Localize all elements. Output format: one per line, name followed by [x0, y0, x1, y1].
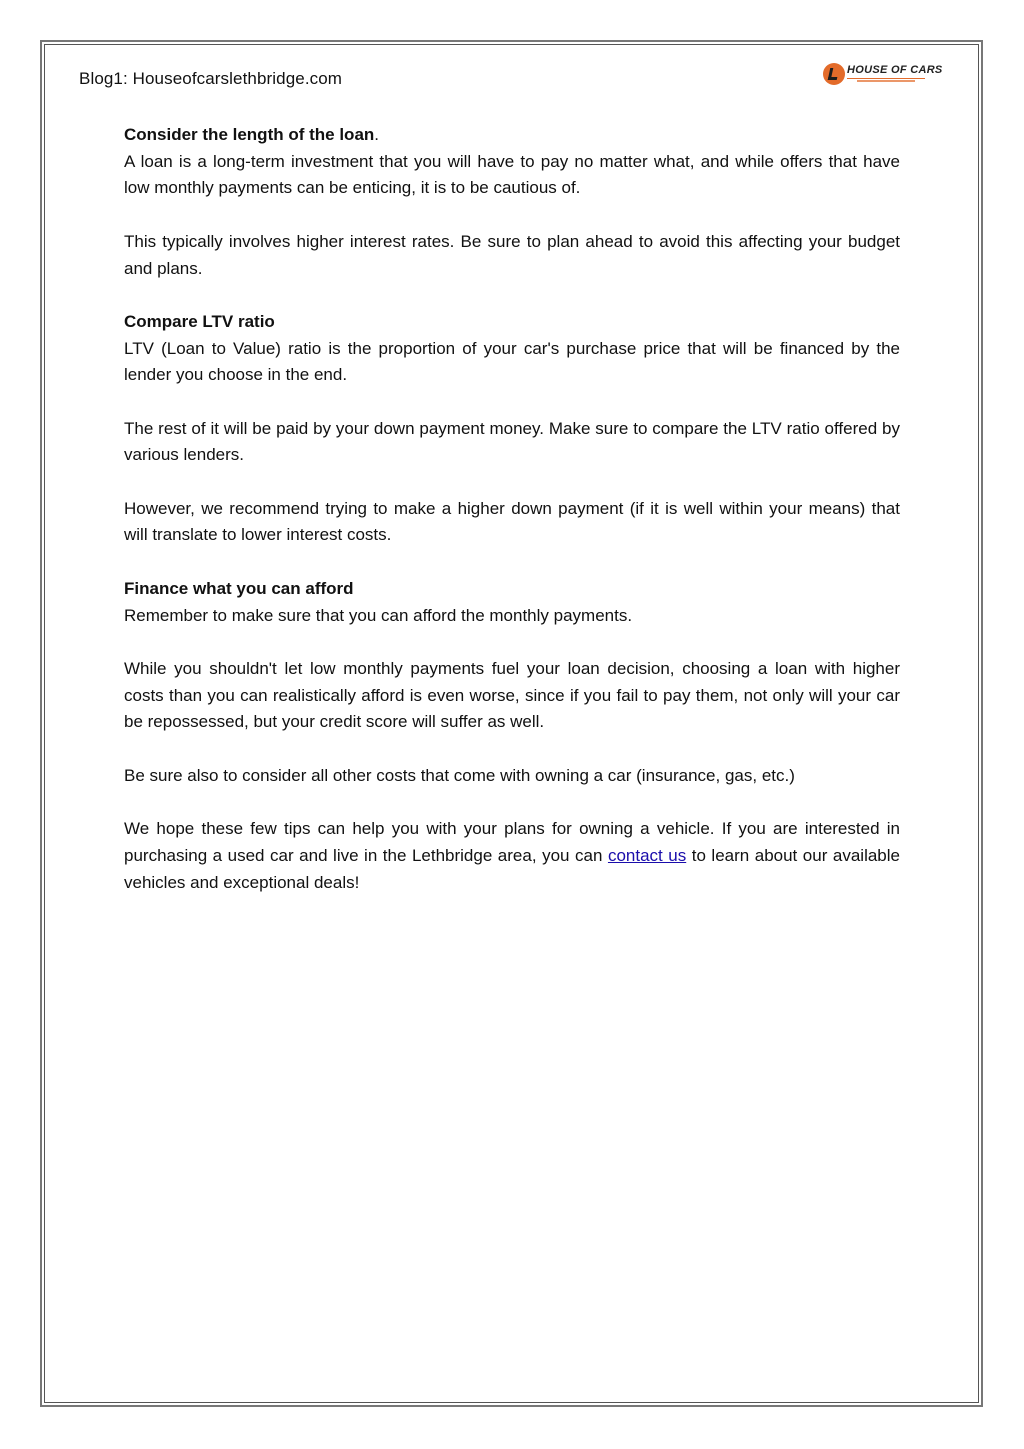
paragraph: This typically involves higher interest rates. Be sure to plan ahead to avoid this affecting your budget and plans. [124, 231, 900, 278]
heading-period: . [374, 125, 380, 144]
article-body [124, 122, 900, 923]
heading-text: Consider the length of the loan [124, 125, 375, 144]
closing-text-end: to learn about our available vehicles and exceptional deals! [124, 845, 900, 892]
closing-paragraph [124, 816, 900, 896]
paragraph: A loan is a long-term investment that you will have to pay no matter what, and while offers that have low monthly payments can be enticing, it is to be cautious of. [124, 151, 900, 198]
logo-tagline-mark [857, 80, 915, 82]
section-heading-ltv: Compare LTV ratio [124, 311, 275, 331]
contact-us-link[interactable]: contact us [607, 845, 687, 865]
document-header: Blog1: Houseofcarslethbridge.com [79, 69, 343, 88]
paragraph: The rest of it will be paid by your down payment money. Make sure to compare the LTV ratio offered by various lenders. [124, 418, 900, 465]
paragraph: However, we recommend trying to make a higher down payment (if it is well within your means) that will translate to lower interest costs. [124, 498, 900, 545]
paragraph: LTV (Loan to Value) ratio is the proportion of your car's purchase price that will be financed by the lender you choose in the end. [124, 338, 900, 385]
logo-text: HOUSE OF CARS [847, 64, 943, 76]
logo-underline [847, 78, 925, 79]
section-heading-afford: Finance what you can afford [124, 578, 354, 598]
paragraph: Remember to make sure that you can afford the monthly payments. [124, 605, 633, 625]
house-of-cars-logo [823, 61, 943, 87]
paragraph: Be sure also to consider all other costs that come with owning a car (insurance, gas, etc.) [124, 765, 795, 785]
paragraph: While you shouldn't let low monthly payments fuel your loan decision, choosing a loan with higher costs than you can realistically afford is even worse, since if you fail to pay them, not only will your car be repossessed, but your credit score will suffer as well. [124, 658, 900, 732]
closing-text-start: We hope these few tips can help you with your plans for owning a vehicle. If you are interested in purchasing a used car and live in the Lethbridge area, you can [124, 819, 900, 865]
section-heading-loan-length [124, 122, 900, 149]
logo-badge-icon [823, 63, 845, 85]
